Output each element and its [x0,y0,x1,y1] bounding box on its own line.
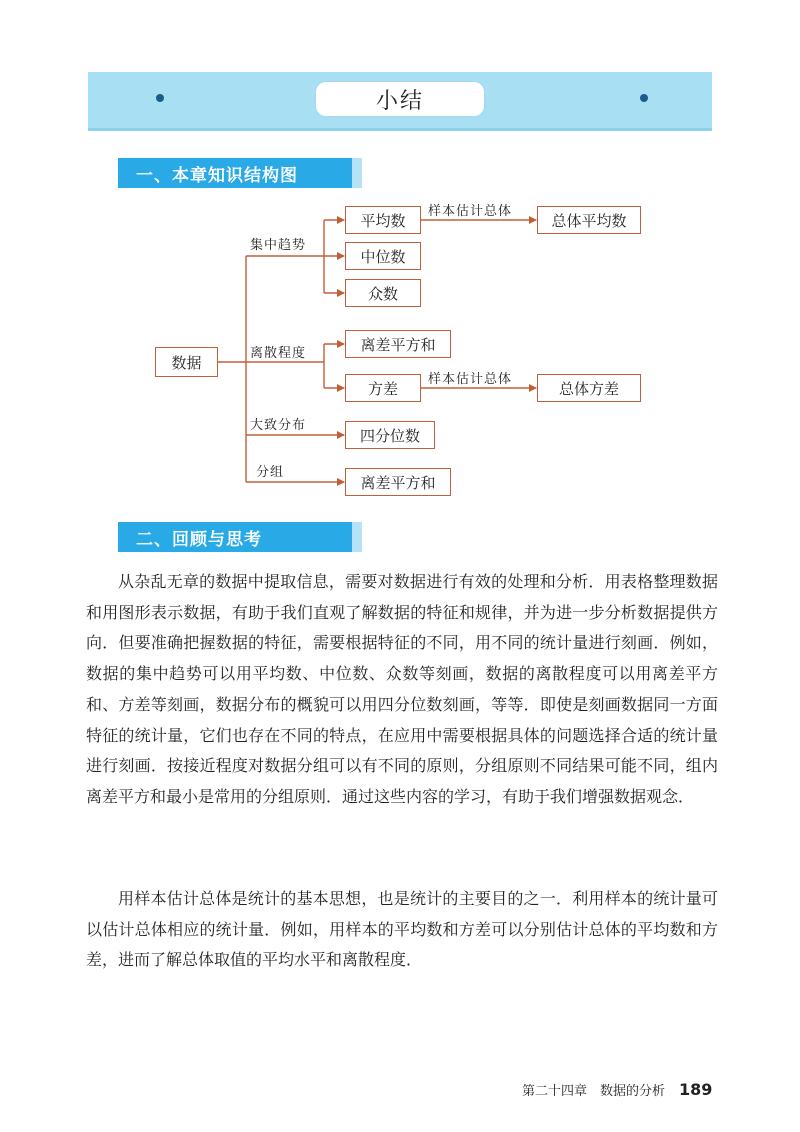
node-mode: 众数 [345,279,421,307]
page-footer [522,1080,712,1099]
section-heading-text: 二、回顾与思考 [136,529,262,550]
section-heading-text: 一、本章知识结构图 [136,165,298,186]
label-dispersion: 离散程度 [250,346,307,361]
label-distribution: 大致分布 [250,418,307,433]
label-central-tendency: 集中趋势 [250,238,307,253]
label-grouping: 分组 [256,465,285,480]
page-number: 189 [679,1080,713,1099]
node-median: 中位数 [345,242,421,270]
node-sum-squares-dispersion: 离差平方和 [345,330,451,358]
node-mean: 平均数 [345,206,421,234]
node-sum-squares-grouping: 离差平方和 [345,468,451,496]
page-title: 小结 [375,88,424,114]
node-population-variance: 总体方差 [537,374,641,402]
label-sample-estimate-1: 样本估计总体 [428,204,513,219]
node-quartile: 四分位数 [345,421,435,449]
node-root-data: 数据 [155,347,218,377]
paragraph-review-1: 从杂乱无章的数据中提取信息，需要对数据进行有效的处理和分析．用表格整理数据和用图形表示数据，有助于我们直观了解数据的特征和规律，并为进一步分析数据提供方向．但要准确把握数据的特征，需要根据特征的不同，用不同的统计量进行刻画．例如，数据的集中趋势可以用平均数、中位数、众数等刻画，数据的离散程度可以用离差平方和、方差等刻画，数据分布的概貌可以用四分位数刻画，等等．即使是刻画数据同一方面特征的统计量，它们也存在不同的特点，在应用中需要根据具体的问题选择合适的统计量进行刻画．按接近程度对数据分组可以有不同的原则，分组原则不同结果可能不同，组内离差平方和最小是常用的分组原则．通过这些内容的学习，有助于我们增强数据观念． [86,572,718,806]
label-sample-estimate-2: 样本估计总体 [428,372,513,387]
node-population-mean: 总体平均数 [537,206,641,234]
paragraph-review-2: 用样本估计总体是统计的基本思想，也是统计的主要目的之一．利用样本的统计量可以估计总体相应的统计量．例如，用样本的平均数和方差可以分别估计总体的平均数和方差，进而了解总体取值的平均水平和离散程度． [86,889,718,970]
footer-chapter: 第二十四章 数据的分析 [522,1084,666,1099]
node-variance: 方差 [345,374,421,402]
section-heading-review [118,522,352,552]
